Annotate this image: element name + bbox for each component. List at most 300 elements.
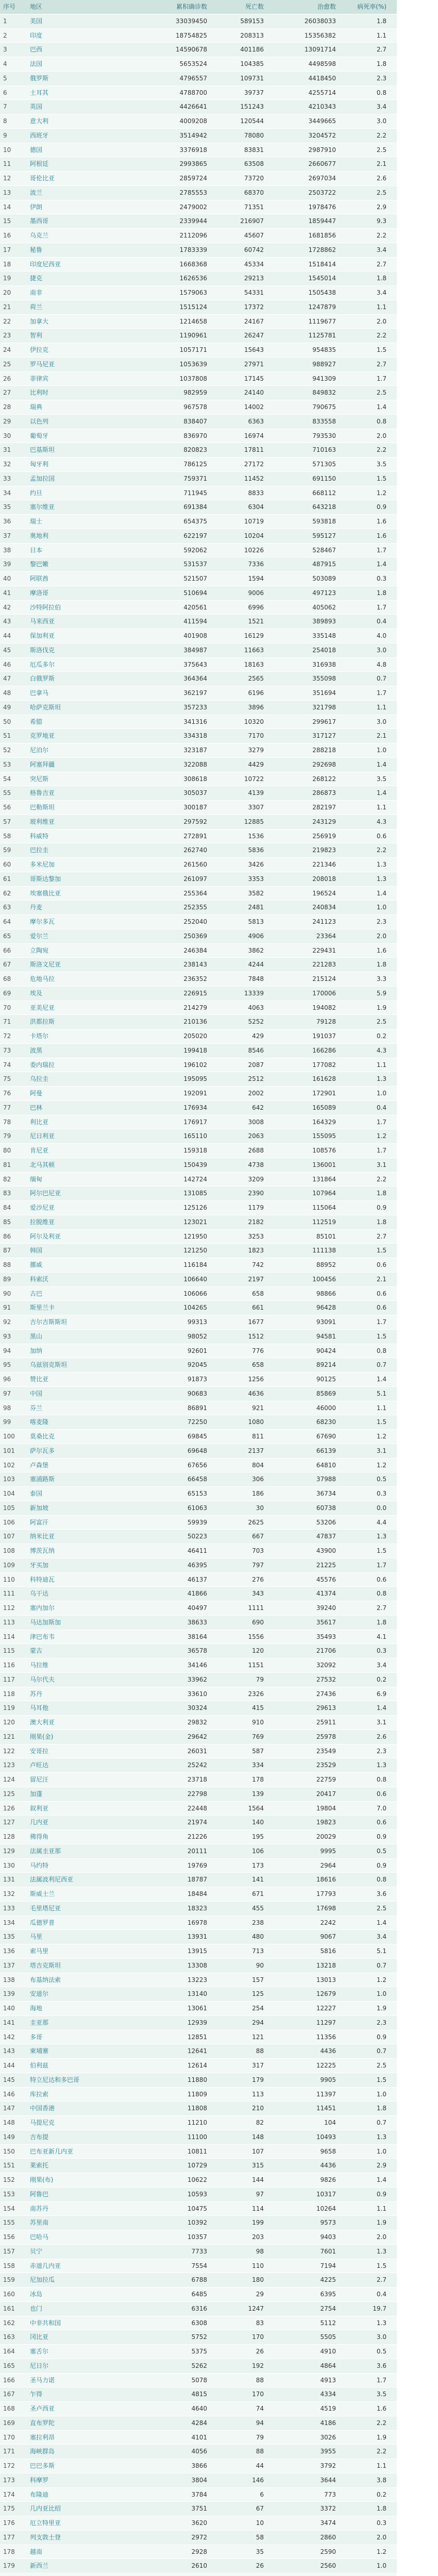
region-link[interactable]: 塔吉克斯坦 — [30, 1961, 61, 1969]
confirmed-cell: 195095 — [183, 1075, 207, 1083]
region-link[interactable]: 卢森堡 — [30, 1461, 49, 1469]
region-link[interactable]: 多米尼加 — [30, 861, 55, 868]
index-cell: 154 — [3, 2205, 15, 2212]
region-link[interactable]: 塞浦路斯 — [30, 1476, 55, 1483]
region-link[interactable]: 喀麦隆 — [30, 1418, 49, 1426]
deaths-cell: 1536 — [248, 832, 264, 840]
region-link[interactable]: 波黑 — [30, 1046, 43, 1054]
region-link[interactable]: 马拉维 — [30, 1662, 49, 1669]
table-row — [0, 1601, 397, 1616]
index-cell: 56 — [3, 804, 11, 811]
region-link[interactable]: 莱索托 — [30, 2162, 49, 2170]
confirmed-cell: 6316 — [191, 2304, 207, 2312]
table-row — [0, 1072, 397, 1087]
region-link[interactable]: 中非共和国 — [30, 2319, 61, 2327]
region-link[interactable]: 意大利 — [30, 117, 49, 125]
deaths-cell: 658 — [252, 1290, 264, 1297]
region-link[interactable]: 埃塞俄比亚 — [30, 889, 61, 897]
region-link[interactable]: 也门 — [30, 2304, 43, 2312]
fatality-rate-cell: 0.7 — [376, 1361, 386, 1369]
region-link[interactable]: 博茨瓦纳 — [30, 1547, 55, 1554]
region-link[interactable]: 多哥 — [30, 2033, 43, 2041]
region-link[interactable]: 亚美尼亚 — [30, 1004, 55, 1011]
region-link[interactable]: 爱尔兰 — [30, 932, 49, 940]
deaths-cell: 83 — [256, 2319, 264, 2327]
recovered-cell: 94581 — [316, 1332, 336, 1340]
region-link[interactable]: 格鲁吉亚 — [30, 789, 55, 797]
column-header-fatality-rate[interactable]: 病死率(%) — [357, 3, 386, 10]
region-link[interactable]: 挪威 — [30, 1261, 43, 1268]
region-link[interactable]: 芬兰 — [30, 1404, 43, 1412]
confirmed-cell: 3866 — [191, 2462, 207, 2469]
region-link[interactable]: 摩尔多瓦 — [30, 918, 55, 925]
region-link[interactable]: 爱沙尼亚 — [30, 1204, 55, 1211]
recovered-cell: 170006 — [312, 989, 336, 997]
region-link[interactable]: 马提尼克 — [30, 2119, 55, 2126]
region-link[interactable]: 伊朗 — [30, 203, 43, 211]
region-link[interactable]: 古巴 — [30, 1290, 43, 1297]
region-link[interactable]: 阿塞拜疆 — [30, 760, 55, 768]
recovered-cell: 39240 — [316, 1604, 336, 1612]
region-link[interactable]: 南苏丹 — [30, 2205, 49, 2212]
region-link[interactable]: 安道尔 — [30, 1990, 49, 1998]
region-link[interactable]: 塞舌尔 — [30, 2348, 49, 2355]
region-link[interactable]: 捷克 — [30, 275, 43, 282]
region-link[interactable]: 俄罗斯 — [30, 74, 49, 82]
region-link[interactable]: 巴巴多斯 — [30, 2462, 55, 2469]
region-link[interactable]: 葡萄牙 — [30, 432, 49, 439]
column-header-recovered[interactable]: 治愈数 — [317, 3, 336, 10]
recovered-cell: 4864 — [320, 2362, 336, 2369]
recovered-cell: 29613 — [316, 1704, 336, 1712]
region-link[interactable]: 圣卢西亚 — [30, 2405, 55, 2412]
confirmed-cell: 11808 — [187, 2105, 207, 2112]
column-header-index[interactable]: 序号 — [3, 3, 16, 10]
deaths-cell: 690 — [252, 1618, 264, 1626]
recovered-cell: 85869 — [316, 1389, 336, 1397]
table-row — [0, 2273, 397, 2287]
region-link[interactable]: 留尼汪 — [30, 1776, 49, 1783]
region-link[interactable]: 特立尼达和多巴哥 — [30, 2076, 80, 2083]
confirmed-cell: 10811 — [187, 2147, 207, 2155]
region-link[interactable]: 智利 — [30, 332, 43, 340]
region-link[interactable]: 冈比亚 — [30, 2333, 49, 2341]
index-cell: 13 — [3, 189, 11, 196]
region-link[interactable]: 乌兹别克斯坦 — [30, 1361, 68, 1369]
deaths-cell: 45607 — [244, 232, 264, 239]
region-link[interactable]: 巴拿马 — [30, 689, 49, 697]
region-link[interactable]: 安哥拉 — [30, 1747, 49, 1755]
region-link[interactable]: 巴西 — [30, 46, 43, 54]
deaths-cell: 26 — [256, 2562, 264, 2570]
confirmed-cell: 982959 — [183, 389, 207, 397]
region-link[interactable]: 冰岛 — [30, 2291, 43, 2298]
confirmed-cell: 86891 — [187, 1404, 207, 1412]
fatality-rate-cell: 1.6 — [376, 946, 386, 954]
deaths-cell: 1594 — [248, 575, 264, 582]
region-link[interactable]: 列支敦士登 — [30, 2533, 61, 2541]
deaths-cell: 2565 — [248, 675, 264, 683]
region-link[interactable]: 阿富汗 — [30, 1518, 49, 1526]
index-cell: 110 — [3, 1575, 15, 1583]
fatality-rate-cell: 0.9 — [376, 2190, 386, 2198]
deaths-cell: 104385 — [240, 60, 264, 67]
region-link[interactable]: 柬埔寨 — [30, 2047, 49, 2055]
region-link[interactable]: 菲律宾 — [30, 375, 49, 382]
index-cell: 86 — [3, 1232, 11, 1240]
fatality-rate-cell: 2.2 — [376, 131, 386, 139]
region-link[interactable]: 瑞典 — [30, 403, 43, 411]
index-cell: 2 — [3, 31, 7, 39]
region-link[interactable]: 土耳其 — [30, 89, 49, 96]
region-link[interactable]: 赞比亚 — [30, 1376, 49, 1383]
region-link[interactable]: 墨西哥 — [30, 217, 49, 225]
region-link[interactable]: 厄瓜多尔 — [30, 660, 55, 668]
index-cell: 37 — [3, 532, 11, 539]
region-link[interactable]: 斯洛伐克 — [30, 646, 55, 654]
region-link[interactable]: 摩洛哥 — [30, 589, 49, 597]
region-link[interactable]: 巴拉圭 — [30, 846, 49, 854]
fatality-rate-cell: 2.0 — [376, 2233, 386, 2241]
table-row — [0, 1430, 397, 1444]
table-row — [0, 987, 397, 1001]
confirmed-cell: 300187 — [183, 804, 207, 811]
table-row — [0, 1902, 397, 1916]
region-link[interactable]: 刚果(金) — [30, 1733, 54, 1740]
region-link[interactable]: 以色列 — [30, 417, 49, 425]
fatality-rate-cell: 1.4 — [376, 889, 386, 897]
table-row — [0, 1816, 397, 1830]
region-link[interactable]: 科索沃 — [30, 1275, 49, 1283]
region-link[interactable]: 斯威士兰 — [30, 1890, 55, 1897]
region-link[interactable]: 阿曼 — [30, 1090, 43, 1097]
fatality-rate-cell: 0.8 — [376, 1347, 386, 1354]
region-link[interactable]: 洪都拉斯 — [30, 1018, 55, 1026]
region-link[interactable]: 叙利亚 — [30, 1804, 49, 1812]
region-link[interactable]: 吉布提 — [30, 2133, 49, 2141]
region-link[interactable]: 澳大利亚 — [30, 1719, 55, 1726]
region-link[interactable]: 保加利亚 — [30, 632, 55, 639]
region-link[interactable]: 法国 — [30, 60, 43, 67]
region-link[interactable]: 布隆迪 — [30, 2490, 49, 2498]
region-link[interactable]: 索马里 — [30, 1947, 49, 1955]
region-link[interactable]: 几内亚 — [30, 1819, 49, 1826]
region-link[interactable]: 斯里兰卡 — [30, 1304, 55, 1312]
region-link[interactable]: 苏里南 — [30, 2219, 49, 2227]
region-link[interactable]: 巴勒斯坦 — [30, 804, 55, 811]
index-cell: 113 — [3, 1618, 15, 1626]
table-row — [0, 557, 397, 572]
region-link[interactable]: 直布罗陀 — [30, 2419, 55, 2427]
region-link[interactable]: 纳米比亚 — [30, 1533, 55, 1540]
index-cell: 112 — [3, 1604, 15, 1612]
fatality-rate-cell: 2.6 — [376, 1733, 386, 1740]
confirmed-cell: 21226 — [187, 1833, 207, 1840]
region-link[interactable]: 泰国 — [30, 1490, 43, 1497]
region-link[interactable]: 瑞士 — [30, 518, 43, 525]
fatality-rate-cell: 1.9 — [376, 2005, 386, 2012]
table-row — [0, 72, 397, 86]
region-link[interactable]: 伯利兹 — [30, 2062, 49, 2069]
region-link[interactable]: 约旦 — [30, 489, 43, 497]
region-link[interactable]: 肯尼亚 — [30, 1147, 49, 1154]
region-link[interactable]: 危地马拉 — [30, 975, 55, 982]
region-link[interactable]: 佛得角 — [30, 1833, 49, 1840]
region-link[interactable]: 埃及 — [30, 989, 43, 997]
region-link[interactable]: 韩国 — [30, 1247, 43, 1255]
deaths-cell: 713 — [252, 1947, 264, 1955]
confirmed-cell: 25242 — [187, 1761, 207, 1769]
confirmed-cell: 4796557 — [179, 74, 207, 82]
region-link[interactable]: 印度尼西亚 — [30, 260, 61, 268]
fatality-rate-cell: 0.2 — [376, 2490, 386, 2498]
index-cell: 3 — [3, 46, 7, 54]
region-link[interactable]: 缅甸 — [30, 1175, 43, 1183]
region-link[interactable]: 克罗地亚 — [30, 732, 55, 740]
region-link[interactable]: 尼日利亚 — [30, 1132, 55, 1140]
region-link[interactable]: 巴布亚新几内亚 — [30, 2147, 74, 2155]
region-link[interactable]: 新加坡 — [30, 1504, 49, 1512]
region-link[interactable]: 波兰 — [30, 189, 43, 196]
region-link[interactable]: 法属波利尼西亚 — [30, 1876, 74, 1884]
fatality-rate-cell: 1.7 — [376, 1561, 386, 1569]
region-link[interactable]: 越南 — [30, 2548, 43, 2555]
index-cell: 53 — [3, 760, 11, 768]
region-link[interactable]: 加纳 — [30, 1347, 43, 1354]
region-link[interactable]: 白俄罗斯 — [30, 675, 55, 683]
deaths-cell: 306 — [252, 1476, 264, 1483]
confirmed-cell: 1190961 — [179, 332, 207, 340]
region-link[interactable]: 厄立特里亚 — [30, 2519, 61, 2527]
region-link[interactable]: 科特迪瓦 — [30, 1575, 55, 1583]
region-link[interactable]: 阿尔及利亚 — [30, 1232, 61, 1240]
region-link[interactable]: 加拿大 — [30, 317, 49, 325]
region-link[interactable]: 法属圭亚那 — [30, 1847, 61, 1855]
fatality-rate-cell: 1.2 — [376, 489, 386, 497]
region-link[interactable]: 毛里塔尼亚 — [30, 1904, 61, 1912]
region-link[interactable]: 拉脱维亚 — [30, 1218, 55, 1226]
region-link[interactable]: 加蓬 — [30, 1790, 43, 1798]
region-link[interactable]: 卡塔尔 — [30, 1032, 49, 1040]
index-cell: 22 — [3, 317, 11, 325]
confirmed-cell: 691384 — [183, 503, 207, 511]
recovered-cell: 221283 — [312, 961, 336, 969]
region-link[interactable]: 塞拉利昂 — [30, 2433, 55, 2441]
region-link[interactable]: 阿鲁巴 — [30, 2190, 49, 2198]
region-link[interactable]: 尼日尔 — [30, 2362, 49, 2369]
fatality-rate-cell: 1.0 — [376, 747, 386, 754]
fatality-rate-cell: 1.4 — [376, 2176, 386, 2183]
region-link[interactable]: 瓜德罗普 — [30, 1919, 55, 1926]
region-link[interactable]: 塞尔维亚 — [30, 503, 55, 511]
region-link[interactable]: 印度 — [30, 31, 43, 39]
region-link[interactable]: 海峡群岛 — [30, 2448, 55, 2455]
confirmed-cell: 176934 — [183, 1104, 207, 1111]
region-link[interactable]: 几内亚比绍 — [30, 2505, 61, 2513]
region-link[interactable]: 奥地利 — [30, 532, 49, 539]
region-link[interactable]: 沙特阿拉伯 — [30, 603, 61, 611]
region-link[interactable]: 中国香港 — [30, 2105, 55, 2112]
region-link[interactable]: 科威特 — [30, 832, 49, 840]
region-link[interactable]: 苏丹 — [30, 1690, 43, 1698]
region-link[interactable]: 罗马尼亚 — [30, 360, 55, 368]
table-row — [0, 1173, 397, 1187]
region-link[interactable]: 津巴布韦 — [30, 1633, 55, 1640]
table-row — [0, 1472, 397, 1487]
table-row — [0, 1115, 397, 1130]
fatality-rate-cell: 2.5 — [376, 2062, 386, 2069]
fatality-rate-cell: 1.8 — [376, 2505, 386, 2513]
region-link[interactable]: 哈萨克斯坦 — [30, 703, 61, 711]
deaths-cell: 26 — [256, 2348, 264, 2355]
recovered-cell: 96428 — [316, 1304, 336, 1312]
index-cell: 78 — [3, 1118, 11, 1126]
region-link[interactable]: 乌克兰 — [30, 232, 49, 239]
region-link[interactable]: 北马其顿 — [30, 1161, 55, 1168]
table-row — [0, 1859, 397, 1873]
region-link[interactable]: 斯洛文尼亚 — [30, 961, 61, 969]
region-link[interactable]: 孟加拉国 — [30, 474, 55, 482]
region-link[interactable]: 利比亚 — [30, 1118, 49, 1126]
region-link[interactable]: 伊拉克 — [30, 346, 49, 353]
region-link[interactable]: 蒙古 — [30, 1647, 43, 1655]
confirmed-cell: 59939 — [187, 1518, 207, 1526]
table-row — [0, 1029, 397, 1044]
region-link[interactable]: 阿尔巴尼亚 — [30, 1190, 61, 1197]
deaths-cell: 151243 — [240, 103, 264, 111]
index-cell: 9 — [3, 131, 7, 139]
region-link[interactable]: 海地 — [30, 2005, 43, 2012]
index-cell: 129 — [3, 1847, 15, 1855]
region-link[interactable]: 哥伦比亚 — [30, 175, 55, 182]
fatality-rate-cell: 1.8 — [376, 1190, 386, 1197]
region-link[interactable]: 德国 — [30, 146, 43, 154]
region-link[interactable]: 比利时 — [30, 389, 49, 397]
region-link[interactable]: 阿联酋 — [30, 575, 49, 582]
recovered-cell: 790675 — [312, 403, 336, 411]
region-link[interactable]: 美国 — [30, 17, 43, 25]
region-link[interactable]: 西班牙 — [30, 131, 49, 139]
region-link[interactable]: 赤道几内亚 — [30, 2262, 61, 2269]
table-row — [0, 2302, 397, 2316]
recovered-cell: 3204572 — [308, 131, 336, 139]
fatality-rate-cell: 4.3 — [376, 1046, 386, 1054]
column-header-region[interactable]: 地区 — [30, 3, 43, 10]
region-link[interactable]: 布基纳法索 — [30, 1976, 61, 1984]
region-link[interactable]: 库拉索 — [30, 2090, 49, 2098]
recovered-cell: 22759 — [316, 1776, 336, 1783]
confirmed-cell: 411594 — [183, 618, 207, 625]
fatality-rate-cell: 1.1 — [376, 2462, 386, 2469]
index-cell: 5 — [3, 74, 7, 82]
index-cell: 57 — [3, 818, 11, 825]
recovered-cell: 2964 — [320, 1861, 336, 1869]
region-link[interactable]: 南非 — [30, 289, 43, 296]
region-link[interactable]: 巴林 — [30, 1104, 43, 1111]
region-link[interactable]: 卢旺达 — [30, 1761, 49, 1769]
fatality-rate-cell: 4.1 — [376, 1633, 386, 1640]
region-link[interactable]: 尼泊尔 — [30, 747, 49, 754]
column-header-deaths[interactable]: 死亡数 — [245, 3, 264, 10]
region-link[interactable]: 乌干达 — [30, 1590, 49, 1598]
confirmed-cell: 165110 — [183, 1132, 207, 1140]
region-link[interactable]: 吉尔吉斯斯坦 — [30, 1318, 68, 1326]
region-link[interactable]: 新西兰 — [30, 2562, 49, 2570]
recovered-cell: 208018 — [312, 875, 336, 883]
region-link[interactable]: 萨尔瓦多 — [30, 1447, 55, 1454]
region-link[interactable]: 马约特 — [30, 1861, 49, 1869]
confirmed-cell: 125126 — [183, 1204, 207, 1211]
table-header-row — [0, 0, 397, 14]
confirmed-cell: 116184 — [183, 1261, 207, 1268]
region-link[interactable]: 秘鲁 — [30, 246, 43, 253]
column-header-confirmed[interactable]: 累积确诊数 — [176, 3, 207, 10]
region-link[interactable]: 马达加斯加 — [30, 1618, 61, 1626]
confirmed-cell: 18484 — [187, 1890, 207, 1897]
confirmed-cell: 199418 — [183, 1046, 207, 1054]
region-link[interactable]: 圣马力诺 — [30, 2376, 55, 2384]
region-link[interactable]: 巴哈马 — [30, 2233, 49, 2241]
region-link[interactable]: 丹麦 — [30, 904, 43, 911]
region-link[interactable] — [26, 2573, 134, 2576]
recovered-cell: 1518414 — [308, 260, 336, 268]
table-row — [0, 1101, 397, 1115]
deaths-cell: 343 — [252, 1590, 264, 1598]
region-link[interactable]: 匈牙利 — [30, 461, 49, 468]
table-row — [0, 2202, 397, 2216]
region-link[interactable]: 莫桑比克 — [30, 1433, 55, 1440]
index-cell: 140 — [3, 2005, 15, 2012]
region-link[interactable]: 贝宁 — [30, 2247, 43, 2255]
recovered-cell: 93091 — [316, 1318, 336, 1326]
region-link[interactable]: 哥斯达黎加 — [30, 875, 61, 883]
deaths-cell: 73720 — [244, 175, 264, 182]
region-link[interactable]: 科摩罗 — [30, 2476, 49, 2484]
deaths-cell: 27971 — [244, 360, 264, 368]
region-link[interactable]: 巴基斯坦 — [30, 446, 55, 454]
region-link[interactable]: 突尼斯 — [30, 775, 49, 783]
deaths-cell: 1179 — [248, 1204, 264, 1211]
region-link[interactable]: 牙买加 — [30, 1561, 49, 1569]
region-link[interactable]: 希腊 — [30, 718, 43, 725]
region-link[interactable]: 尼加拉瓜 — [30, 2276, 55, 2284]
region-link[interactable]: 马尔代夫 — [30, 1675, 55, 1683]
region-link[interactable]: 圭亚那 — [30, 2019, 49, 2026]
region-link[interactable]: 塞内加尔 — [30, 1604, 55, 1612]
region-link[interactable]: 玻利维亚 — [30, 818, 55, 825]
index-cell: 132 — [3, 1890, 15, 1897]
region-link[interactable]: 日本 — [30, 546, 43, 554]
region-link[interactable]: 黎巴嫩 — [30, 561, 49, 568]
region-link[interactable]: 荷兰 — [30, 303, 43, 311]
deaths-cell: 98 — [256, 2247, 264, 2255]
index-cell: 25 — [3, 360, 11, 368]
region-link[interactable]: 中国 — [30, 1389, 43, 1397]
region-link[interactable]: 马耳他 — [30, 1704, 49, 1712]
region-link[interactable]: 马里 — [30, 1933, 43, 1941]
region-link[interactable]: 委内瑞拉 — [30, 1061, 55, 1069]
fatality-rate-cell: 2.1 — [376, 160, 386, 168]
region-link[interactable]: 黑山 — [30, 1332, 43, 1340]
region-link[interactable]: 立陶宛 — [30, 946, 49, 954]
region-link[interactable]: 乍得 — [30, 2391, 43, 2398]
region-link[interactable]: 马来西亚 — [30, 618, 55, 625]
region-link[interactable]: 阿根廷 — [30, 160, 49, 168]
region-link[interactable]: 乌拉圭 — [30, 1075, 49, 1083]
region-link[interactable]: 英国 — [30, 103, 43, 111]
region-link[interactable]: 刚果(布) — [30, 2176, 54, 2183]
table-row — [0, 1330, 397, 1344]
